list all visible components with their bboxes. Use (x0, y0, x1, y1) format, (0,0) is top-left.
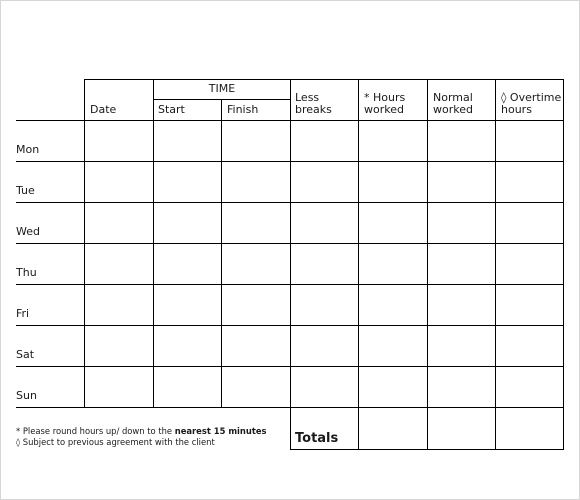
day-label-sat: Sat (16, 348, 35, 361)
header-date: Date (90, 103, 117, 116)
day-label-fri: Fri (16, 307, 30, 320)
header-less-breaks-line1: Less (295, 91, 320, 104)
header-hours-worked-line2: worked (364, 103, 404, 116)
col-line (290, 79, 291, 450)
day-label-wed: Wed (16, 225, 40, 238)
col-line (563, 79, 564, 450)
header-normal-worked-line1: Normal (433, 91, 473, 104)
totals-label: Totals (295, 431, 339, 446)
footnote-agreement: ◊ Subject to previous agreement with the client (16, 437, 215, 447)
footnote-rounding-text: * Please round hours up/ down to the (16, 426, 175, 436)
day-label-sun: Sun (16, 389, 37, 402)
footnote-rounding-bold: nearest 15 minutes (174, 426, 267, 436)
footnote-rounding (16, 426, 267, 437)
header-overtime-line1: ◊ Overtime (501, 91, 562, 104)
col-line (427, 79, 428, 450)
day-label-thu: Thu (16, 266, 37, 279)
header-start: Start (158, 103, 185, 116)
header-normal-worked-line2: worked (433, 103, 473, 116)
grid-top-line (84, 79, 564, 80)
header-hours-worked-line1: * Hours (364, 91, 406, 104)
footnotes (16, 426, 267, 448)
col-line (153, 79, 154, 408)
col-line (221, 99, 222, 408)
header-overtime-line2: hours (501, 103, 532, 116)
day-label-tue: Tue (16, 184, 35, 197)
col-line (495, 79, 496, 450)
header-time: TIME (208, 82, 236, 95)
day-label-mon: Mon (16, 143, 40, 156)
col-line (84, 79, 85, 408)
col-line (358, 79, 359, 450)
time-sub-line (153, 99, 291, 100)
header-less-breaks-line2: breaks (295, 103, 332, 116)
header-finish: Finish (227, 103, 259, 116)
